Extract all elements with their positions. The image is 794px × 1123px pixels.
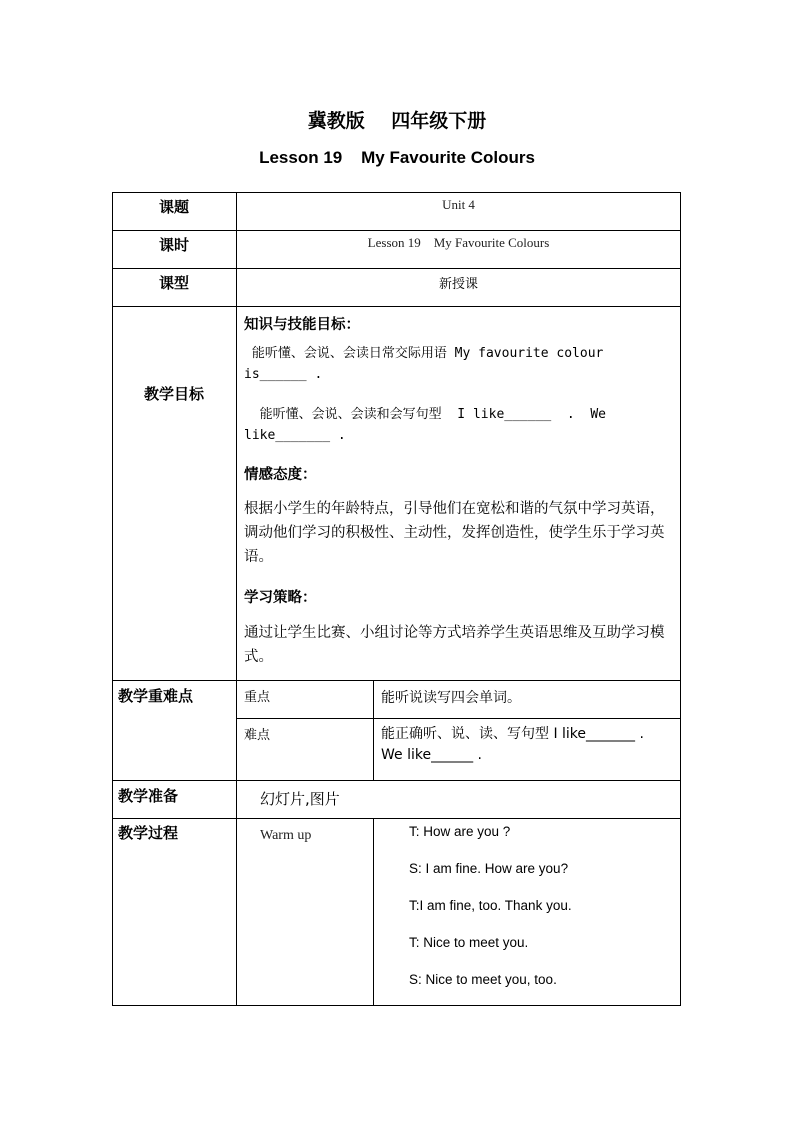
process-divider <box>373 818 374 1006</box>
lesson-title: Lesson 19 My Favourite Colours <box>259 148 535 167</box>
difficulty-text-line2: We like______ . <box>381 747 482 763</box>
dialogue-line: S: I am fine. How are you? <box>409 861 569 876</box>
knowledge-goal-1-line1: 能听懂、会说、会读日常交际用语 My favourite colour <box>244 346 604 361</box>
row-divider <box>236 718 681 719</box>
knowledge-heading: 知识与技能目标： <box>244 317 360 333</box>
preparation-value: 幻灯片,图片 <box>260 790 340 808</box>
row-divider <box>112 306 681 307</box>
focus-label: 重点 <box>244 690 271 705</box>
preparation-label: 教学准备 <box>118 787 179 805</box>
period-label: 课时 <box>158 236 189 254</box>
process-label: 教学过程 <box>118 824 179 842</box>
difficulty-label: 难点 <box>244 728 271 743</box>
strategy-heading: 学习策略： <box>244 590 317 606</box>
row-divider <box>112 780 681 781</box>
process-step: Warm up <box>260 828 312 843</box>
focus-text: 能听说读写四会单词。 <box>381 690 521 706</box>
row-divider <box>112 230 681 231</box>
strategy-text: 通过让学生比赛、小组讨论等方式培养学生英语思维及互助学习模式。 <box>244 625 665 665</box>
period-value: Lesson 19 My Favourite Colours <box>367 235 550 250</box>
dialogue-line: T:I am fine, too. Thank you. <box>409 898 572 913</box>
row-divider <box>112 818 681 819</box>
table-border-top <box>112 192 681 193</box>
table-border-left <box>112 192 113 1006</box>
type-label: 课型 <box>158 274 189 292</box>
row-divider <box>112 680 681 681</box>
keypoints-divider <box>373 680 374 780</box>
row-divider <box>112 268 681 269</box>
keypoints-label: 教学重难点 <box>118 687 194 705</box>
attitude-text: 根据小学生的年龄特点，引导他们在宽松和谐的气氛中学习英语，调动他们学习的积极性、主动性，发挥创造性，使学生乐于学习英语。 <box>244 501 665 565</box>
document-title <box>0 106 794 133</box>
topic-value: Unit 4 <box>442 197 475 212</box>
title-publisher: 冀教版 <box>307 110 365 132</box>
dialogue-line: T: Nice to meet you. <box>409 935 529 950</box>
title-grade: 四年级下册 <box>391 110 487 132</box>
table-border-bottom <box>112 1005 681 1006</box>
objectives-label: 教学目标 <box>143 385 204 403</box>
topic-label: 课题 <box>158 198 189 216</box>
attitude-heading: 情感态度： <box>244 467 317 483</box>
table-column-divider <box>236 192 237 1006</box>
dialogue-line: S: Nice to meet you, too. <box>409 972 557 987</box>
type-value: 新授课 <box>438 277 478 292</box>
dialogue-line: T: How are you ? <box>409 824 511 839</box>
knowledge-goal-2-line2: like_______ . <box>244 428 346 443</box>
knowledge-goal-1-line2: is______ . <box>244 367 323 382</box>
difficulty-text-line1: 能正确听、说、读、写句型 I like_______ . <box>381 726 644 742</box>
knowledge-goal-2-line1: 能听懂、会说、会读和会写句型 I like______ . We <box>244 407 607 422</box>
table-border-right <box>680 192 681 1006</box>
